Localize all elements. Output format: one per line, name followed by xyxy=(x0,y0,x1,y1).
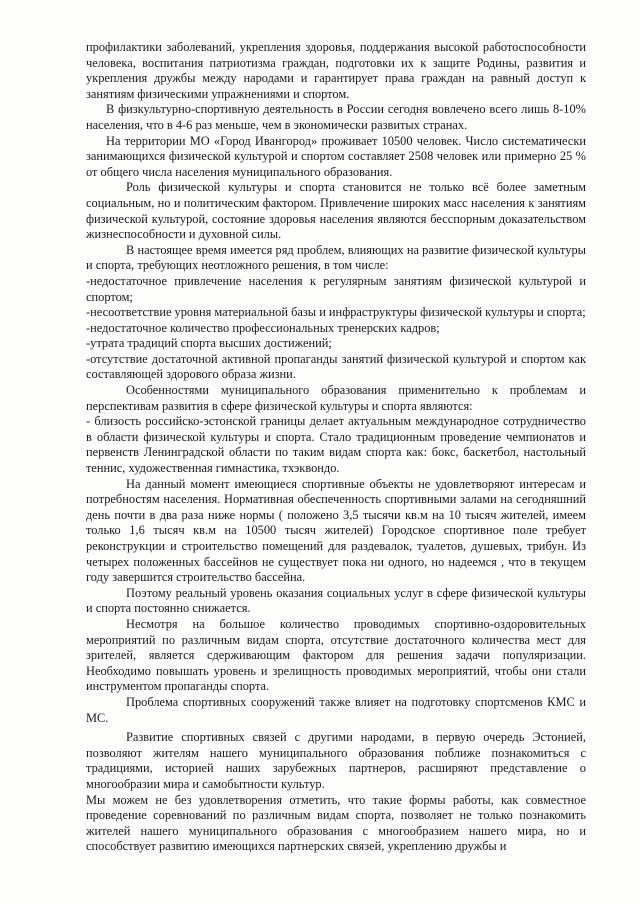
list-item-feature: - близость российско-эстонской границы делает актуальным международное сотрудничество в области физической культуры и спорта. Стало традиционным проведение чемпионатов и первенств Ленинградской области по таким видам спорта как: бокс, баскетбол, настольный теннис, художественная гимнастика, тхэквондо. xyxy=(86,414,586,476)
paragraph-cooperation: Мы можем не без удовлетворения отметить, что такие формы работы, как совместное проведение соревнований по различным видам спорта, позволяет не только познакомить жителей нашего муниципального образования с многообразием нашего мира, но и способствует развитию имеющихся партнерских связей, укреплению дружбы и xyxy=(86,792,586,854)
paragraph-features-intro: Особенностями муниципального образования применительно к проблемам и перспективам развития в сфере физической культуры и спорта являются: xyxy=(86,383,586,413)
paragraph-health-rights: профилактики заболеваний, укрепления здоровья, поддержания высокой работоспособности человека, воспитания патриотизма граждан, подготовки их к защите Родины, развития и укрепления дружбы между народами и гарантирует права граждан на равный доступ к занятиям физическими упражнениями и спортом. xyxy=(86,40,586,101)
paragraph-problems-intro: В настоящее время имеется ряд проблем, влияющих на развитие физической культуры и спорта, требующих неотложного решения, в том числе: xyxy=(86,242,586,273)
list-item-problem: -недостаточное количество профессиональных тренерских кадров; xyxy=(86,320,440,335)
paragraph-events: Несмотря на большое количество проводимых спортивно-оздоровительных мероприятий по различным видам спорта, отсутствие достаточного количества мест для зрителей, является сдерживающим фактором для решения задачи популяризации. Необходимо повышать уровень и зрелищность проводимых мероприятий, чтобы они стали инструментом пропаганды спорта. xyxy=(86,616,586,694)
paragraph-service-level: Поэтому реальный уровень оказания социальных услуг в сфере физической культуры и спорта постоянно снижается. xyxy=(86,585,586,616)
document-body xyxy=(86,40,586,855)
paragraph-athletes-training: Проблема спортивных сооружений также влияет на подготовку спортсменов КМС и МС. xyxy=(86,694,586,725)
paragraph-population-stats: На территории МО «Город Ивангород» проживает 10500 человек. Число систематически занимающихся физической культурой и спортом составляет 2508 человек или примерно 25 % от общего числа населения муниципального образования. xyxy=(86,133,586,179)
paragraph-participation-rate: В физкультурно-спортивную деятельность в России сегодня вовлечено всего лишь 8-10% населения, что в 4-6 раз меньше, чем в экономически развитых странах. xyxy=(86,102,586,132)
list-item-problem: -отсутствие достаточной активной пропаганды занятий физической культурой и спортом как составляющей здорового образа жизни. xyxy=(86,351,586,382)
paragraph-international-ties: Развитие спортивных связей с другими народами, в первую очередь Эстонией, позволяют жителям нашего муниципального образования поближе познакомиться с традициями, историей наших зарубежных партнеров, расширяют представление о многообразии мира и самобытности культур. xyxy=(86,730,586,791)
paragraph-sport-facilities: На данный момент имеющиеся спортивные объекты не удовлетворяют интересам и потребностям населения. Нормативная обеспеченность спортивными залами на сегодняшний день почти в два раза ниже нормы ( положено 3,5 тысячи кв.м на 10 тысяч жителей, имеем только 1,6 тысяч кв.м на 10500 тысяч жителей) Городское спортивное поле требует реконструкции и строительство помещений для раздевалок, туалетов, душевых, трибун. Из четырех положенных бассейнов не существует пока ни одного, но надеемся , что в текущем году завершится строительство бассейна. xyxy=(86,476,586,585)
list-item-problem: -утрата традиций спорта высших достижений; xyxy=(86,336,332,351)
list-item-problem: -несоответствие уровня материальной базы и инфраструктуры физической культуры и спорта; xyxy=(86,305,586,320)
paragraph-role-of-sport: Роль физической культуры и спорта становится не только всё более заметным социальным, но и политическим фактором. Привлечение широких масс населения к занятиям физической культурой, состояние здоровья населения являются бесспорным доказательством жизнеспособности и духовной силы. xyxy=(86,180,586,242)
list-item-problem: -недостаточное привлечение населения к регулярным занятиям физической культурой и спортом; xyxy=(86,273,586,304)
